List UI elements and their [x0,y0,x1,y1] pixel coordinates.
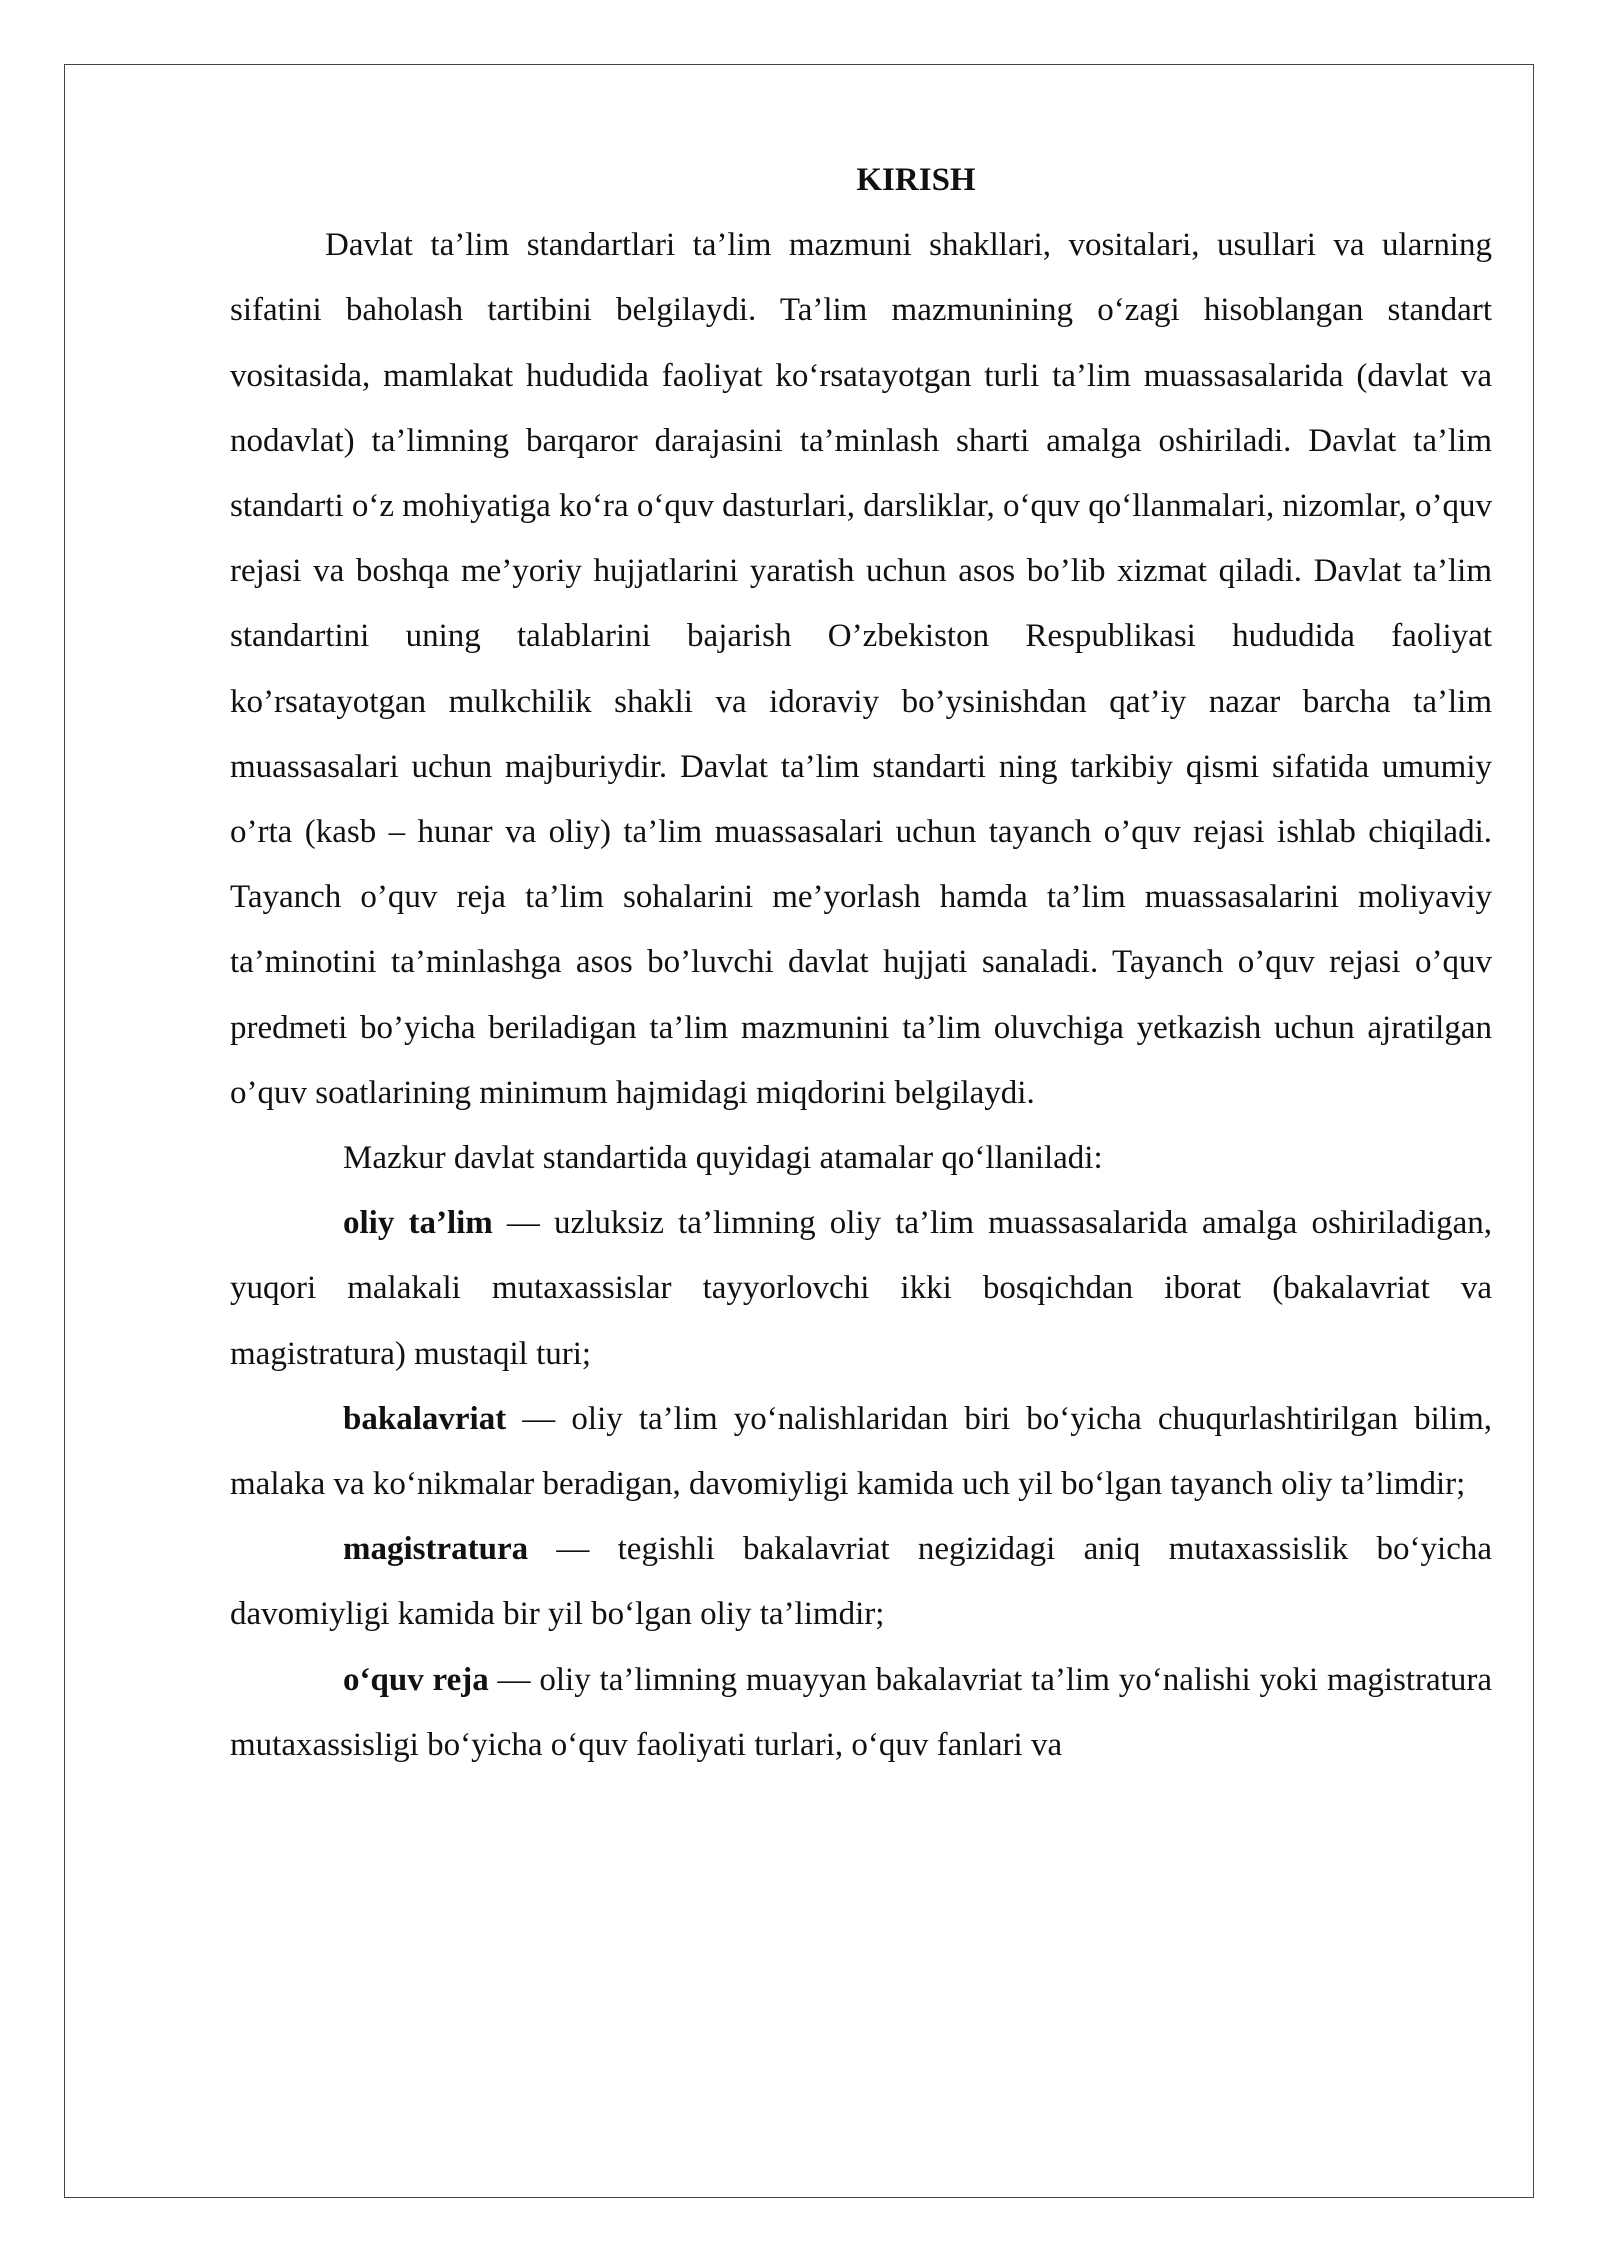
document-title: KIRISH [856,162,976,198]
intro-paragraph: Davlat ta’lim standartlari ta’lim mazmuni shakllari, vositalari, usullari va ularning sifatini baholash tartibini belgilaydi. Ta’lim mazmunining o‘zagi hisoblangan standart vositasida, mamlakat hududida faoliyat ko‘rsatayotgan turli ta’lim muassasalarida (davlat va nodavlat) ta’limning barqaror darajasini ta’minlash sharti amalga oshiriladi. Davlat ta’lim standarti o‘z mohiyatiga ko‘ra o‘quv dasturlari, darsliklar, o‘quv qo‘llanmalari, nizomlar, o’quv rejasi va boshqa me’yoriy hujjatlarini yaratish uchun asos bo’lib xizmat qiladi. Davlat ta’lim standartini uning talablarini bajarish O’zbekiston Respublikasi hududida faoliyat ko’rsatayotgan mulkchilik shakli va idoraviy bo’ysinishdan qat’iy nazar barcha ta’lim muassasalari uchun majburiydir. Davlat ta’lim standarti ning tarkibiy qismi sifatida umumiy o’rta (kasb – hunar va oliy) ta’lim muassasalari uchun tayanch o’quv rejasi ishlab chiqiladi. Tayanch o’quv reja ta’lim sohalarini me’yorlash hamda ta’lim muassasalarini moliyaviy ta’minotini ta’minlashga asos bo’luvchi davlat hujjati sanaladi. Tayanch o’quv rejasi o’quv predmeti bo’yicha beriladigan ta’lim mazmunini ta’lim oluvchiga yetkazish uchun ajratilgan o’quv soatlarining minimum hajmidagi miqdorini belgilaydi. [230,227,1492,1111]
definition-magistratura [230,1517,1492,1647]
definition-oquv-reja [230,1648,1492,1778]
definition-text: — tegishli bakalavriat negizidagi aniq mutaxassislik bo‘yicha davomiyligi kamida bir yil bo‘lgan oliy ta’limdir; [230,1531,1492,1633]
definition-term: magistratura [343,1531,529,1568]
definition-term: bakalavriat [343,1400,507,1437]
document-body [230,148,1492,1778]
definition-oliy-talim [230,1191,1492,1387]
definition-text: — uzluksiz ta’limning oliy ta’lim muassasalarida amalga oshiriladigan, yuqori malakali mutaxassislar tayyorlovchi ikki bosqichdan iborat (bakalavriat va magistratura) mustaqil turi; [230,1205,1492,1372]
terms-intro-paragraph: Mazkur davlat standartida quyidagi atamalar qo‘llaniladi: [343,1140,1103,1177]
definition-term: o‘quv reja [343,1661,489,1698]
definition-bakalavriat [230,1387,1492,1517]
definition-text: — oliy ta’lim yo‘nalishlaridan biri bo‘yicha chuqurlashtirilgan bilim, malaka va ko‘nikmalar beradigan, davomiyligi kamida uch yil bo‘lgan tayanch oliy ta’limdir; [230,1400,1492,1503]
definition-term: oliy ta’lim [343,1205,493,1242]
definition-text: — oliy ta’limning muayyan bakalavriat ta’lim yo‘nalishi yoki magistratura mutaxassisligi bo‘yicha o‘quv faoliyati turlari, o‘quv fanlari va [230,1661,1492,1763]
